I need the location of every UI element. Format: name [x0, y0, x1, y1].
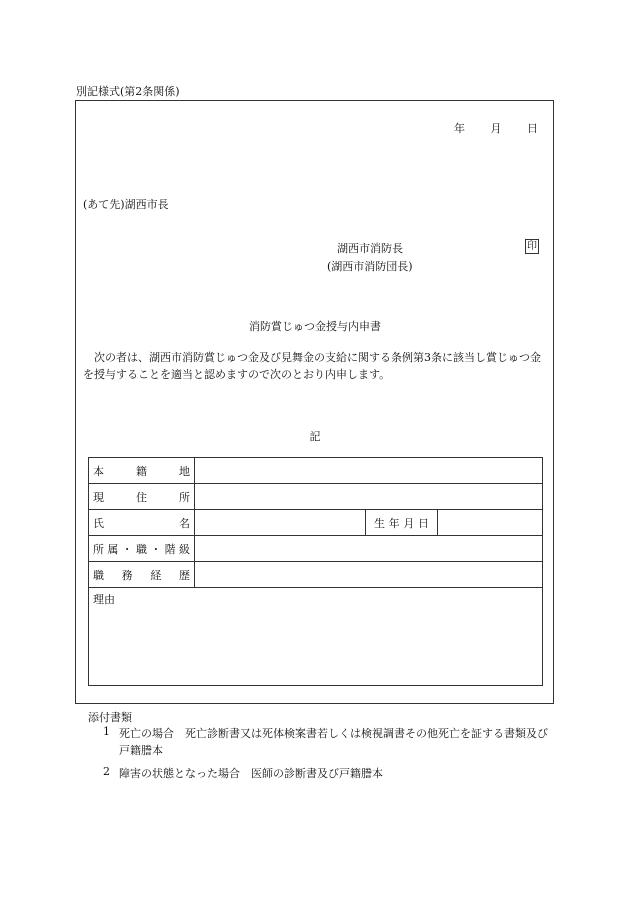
- document-title: 消防賞じゅつ金授与内申書: [249, 320, 381, 333]
- seal-mark: 印: [527, 241, 537, 252]
- career-field[interactable]: [195, 562, 543, 588]
- body-paragraph: 次の者は、湖西市消防賞じゅつ金及び見舞金の支給に関する条例第3条に該当し賞じゅつ金を授与することを適当と認めますので次のとおり内申します。: [83, 351, 541, 381]
- address-label: 現住所: [89, 484, 195, 510]
- affiliation-field[interactable]: [195, 536, 543, 562]
- table-row: [89, 458, 543, 484]
- attachment-number: 2: [103, 765, 110, 778]
- details-table: [88, 457, 543, 686]
- reason-field[interactable]: [89, 588, 543, 686]
- addressee: (あて先)湖西市長: [83, 198, 169, 211]
- ki-heading: 記: [309, 430, 321, 443]
- reason-label: 理由: [93, 593, 115, 606]
- sender-alt-title: (湖西市消防団長): [327, 260, 413, 273]
- date-line: 年 月 日: [454, 122, 538, 135]
- career-label: 職務経歴: [89, 562, 195, 588]
- name-label: 氏名: [89, 510, 195, 536]
- honseki-label: 本籍地: [89, 458, 195, 484]
- honseki-field[interactable]: [195, 458, 543, 484]
- attachment-number: 1: [103, 725, 110, 738]
- name-field[interactable]: [195, 510, 366, 536]
- form-caption: 別記様式(第2条関係): [76, 85, 180, 98]
- attachments-title: 添付書類: [88, 711, 132, 724]
- table-row: [89, 588, 543, 686]
- table-row: [89, 484, 543, 510]
- sender-title: 湖西市消防長: [337, 242, 403, 255]
- birthdate-label: 生年月日: [366, 510, 438, 536]
- table-row: [89, 510, 543, 536]
- address-field[interactable]: [195, 484, 543, 510]
- attachment-item: 死亡の場合 死亡診断書又は死体検案書若しくは検視調書その他死亡を証する書類及び戸籍謄本: [119, 727, 548, 757]
- table-row: [89, 562, 543, 588]
- birthdate-field[interactable]: [438, 510, 543, 536]
- attachment-item: 障害の状態となった場合 医師の診断書及び戸籍謄本: [119, 767, 383, 780]
- affiliation-label: 所属・職・階級: [89, 536, 195, 562]
- table-row: [89, 536, 543, 562]
